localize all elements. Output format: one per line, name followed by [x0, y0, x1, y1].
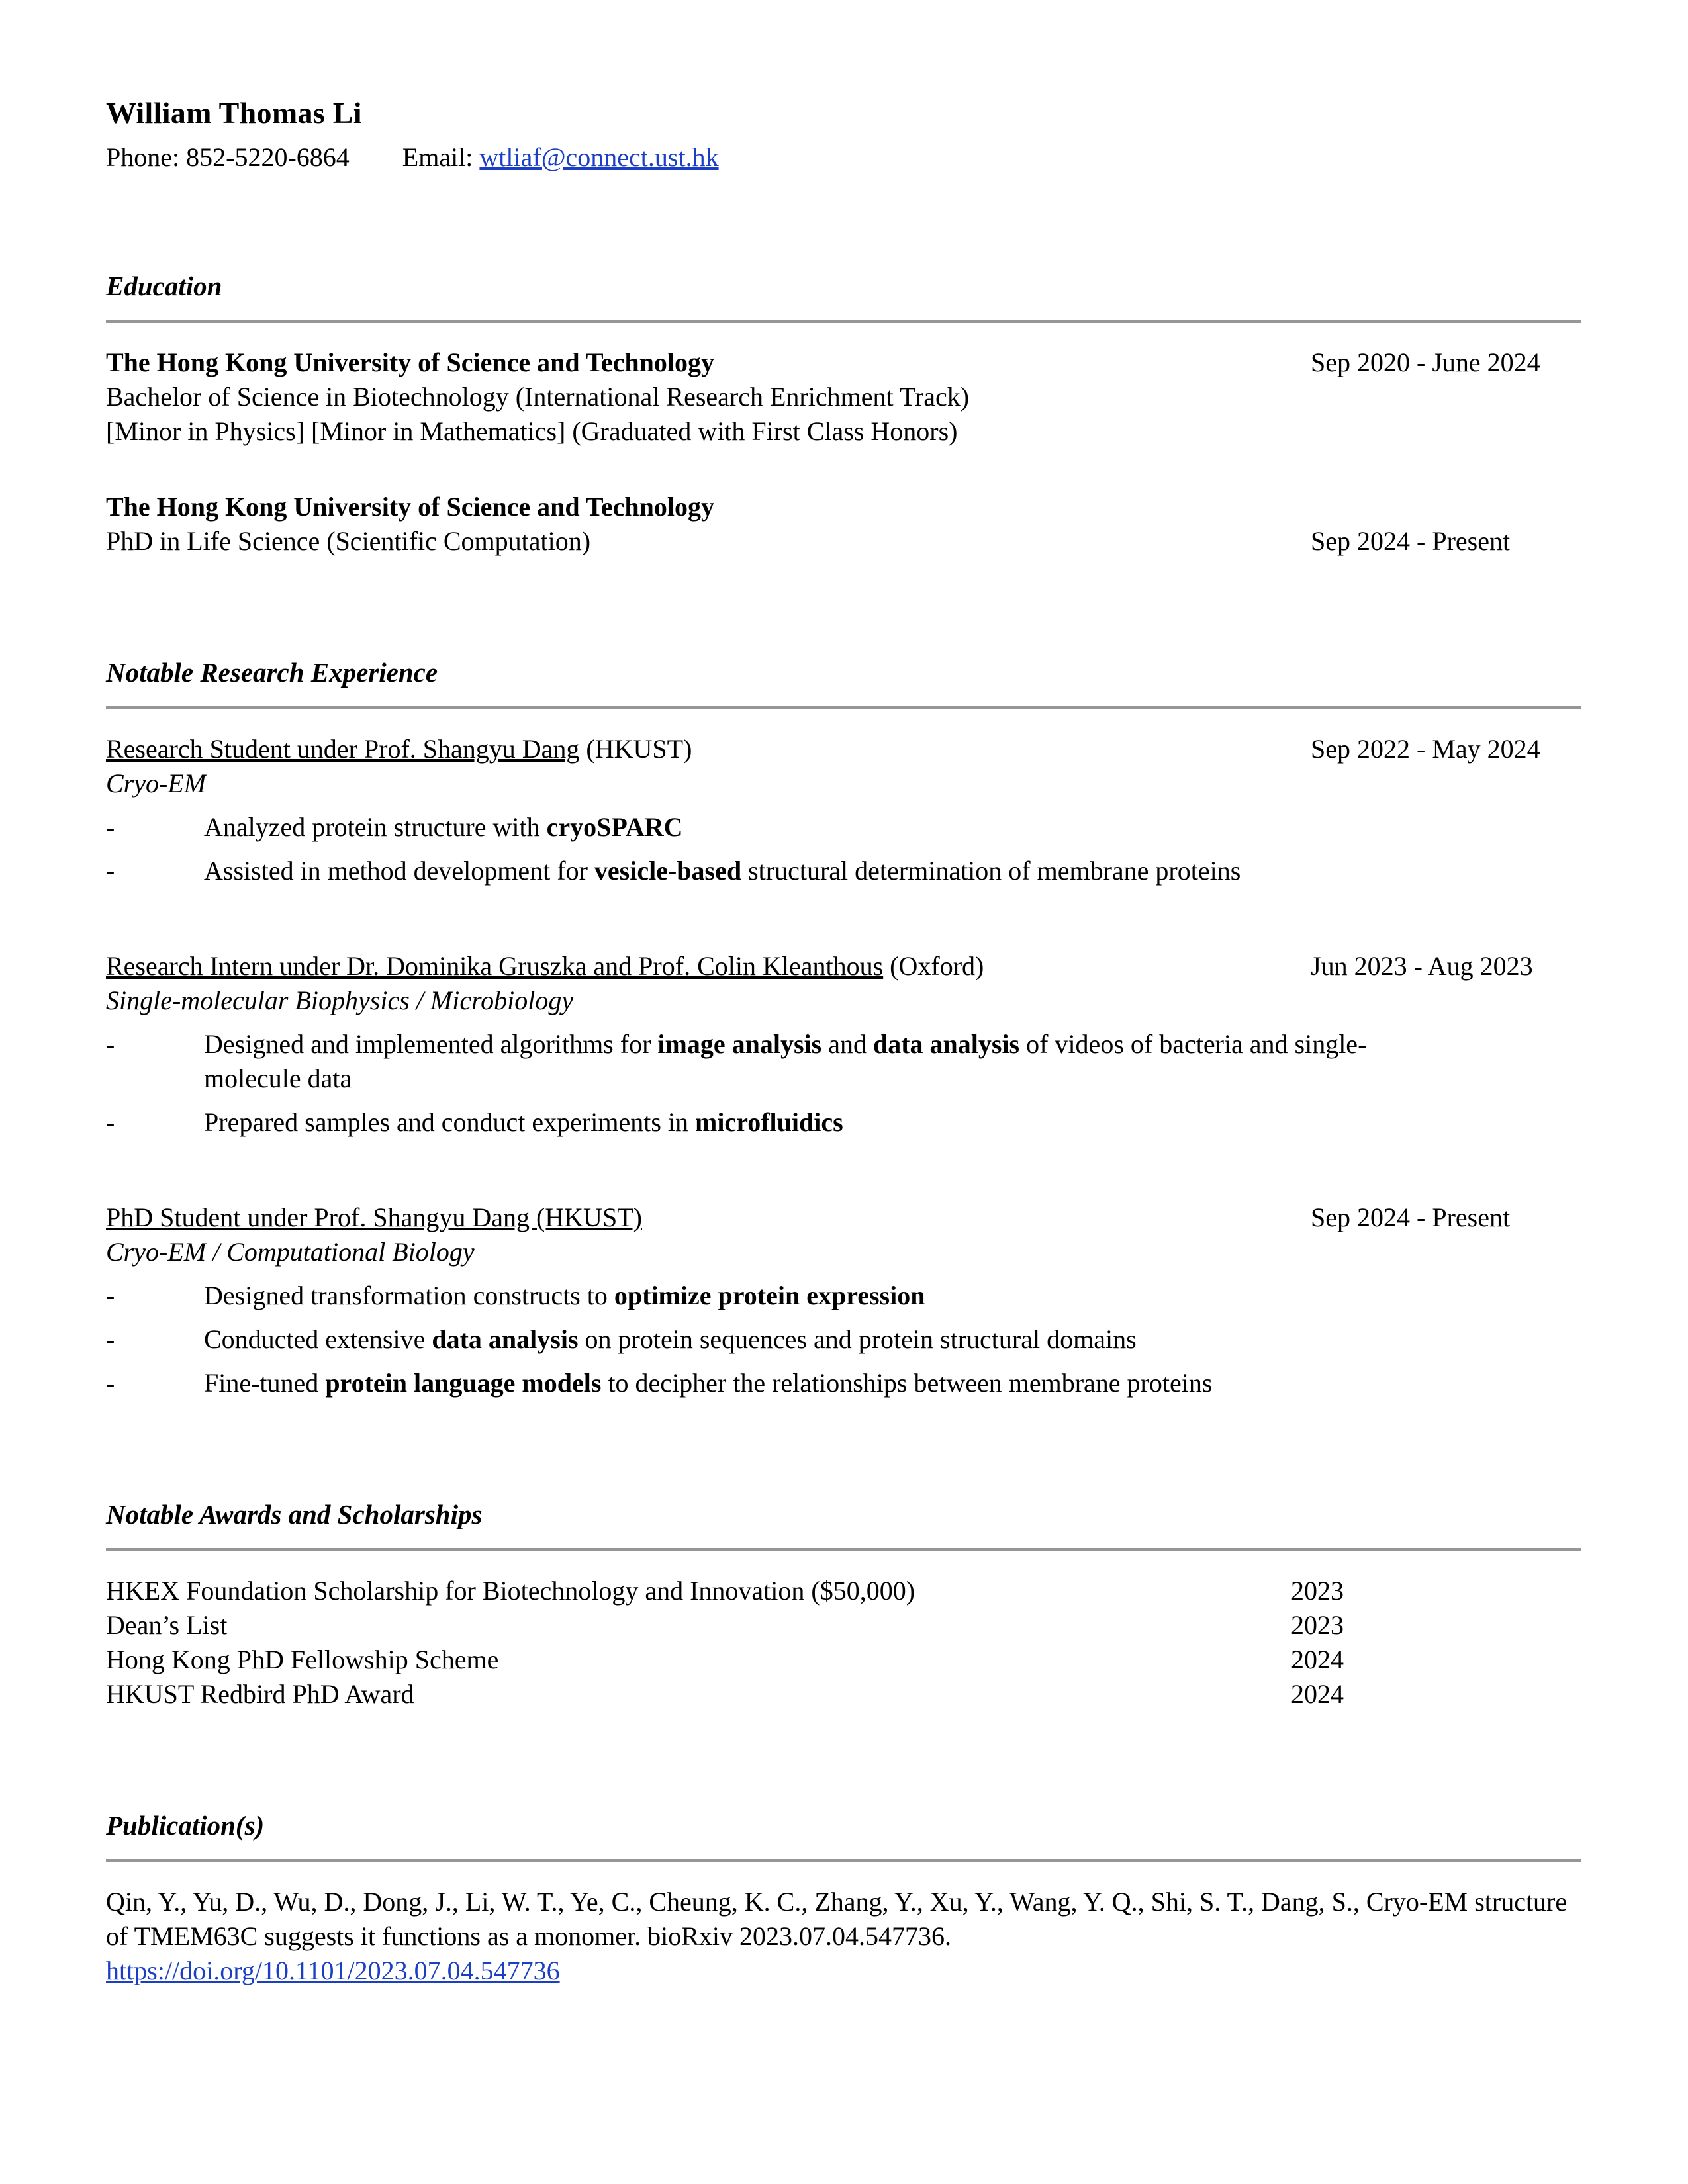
bullet-text-1: data analysis — [432, 1324, 579, 1355]
bullet-dash: - — [106, 1029, 115, 1060]
bullet-text-1: cryoSPARC — [546, 812, 683, 842]
award-row — [106, 1677, 1582, 1711]
spacer — [106, 449, 1582, 490]
bullet-text-0: Assisted in method development for — [204, 856, 594, 886]
research-dates: Sep 2024 - Present — [1311, 1203, 1511, 1233]
education-degree: PhD in Life Science (Scientific Computation) — [106, 526, 591, 557]
bullet-text-0: Prepared samples and conduct experiments in — [204, 1107, 695, 1138]
publication-doi-row — [106, 1954, 1582, 1988]
spacer — [106, 559, 1582, 658]
list-item — [106, 1366, 1582, 1400]
section-heading-education: Education — [106, 271, 222, 301]
bullet-text-0: Analyzed protein structure with — [204, 812, 547, 842]
bullet-dash: - — [106, 812, 115, 842]
spacer — [106, 172, 1582, 271]
research-dates: Jun 2023 - Aug 2023 — [1311, 951, 1533, 981]
research-field: Cryo-EM — [106, 768, 207, 799]
research-affiliation: (HKUST) — [579, 734, 692, 764]
bullet-dash: - — [106, 1368, 115, 1398]
bullet-text-0: Conducted extensive — [204, 1324, 432, 1355]
award-name: HKEX Foundation Scholarship for Biotechnology and Innovation ($50,000) — [106, 1576, 915, 1606]
contact-spacer — [350, 142, 402, 172]
bullet-text-1: image analysis — [657, 1029, 822, 1060]
award-name: Hong Kong PhD Fellowship Scheme — [106, 1645, 499, 1675]
list-item — [106, 1027, 1448, 1096]
publication-citation: Qin, Y., Yu, D., Wu, D., Dong, J., Li, W. T., Ye, C., Cheung, K. C., Zhang, Y., Xu, Y., Wang, Y. Q., Shi, S. T., Dang, S., Cryo-EM structure of TMEM63C suggests it functions as a monomer. bioRxiv 2023.07.04.547736. — [106, 1887, 1568, 1952]
award-name: HKUST Redbird PhD Award — [106, 1679, 414, 1709]
bullet-text-2: and — [821, 1029, 873, 1060]
spacer — [106, 1551, 1582, 1574]
bullet-text-1: microfluidics — [695, 1107, 843, 1138]
award-year: 2024 — [1291, 1645, 1344, 1675]
research-field: Single-molecular Biophysics / Microbiology — [106, 985, 574, 1016]
bullet-text-2: structural determination of membrane proteins — [741, 856, 1241, 886]
research-dates: Sep 2022 - May 2024 — [1311, 734, 1540, 764]
spacer — [106, 323, 1582, 345]
award-row — [106, 1608, 1582, 1643]
research-role: PhD Student under Prof. Shangyu Dang (HKUST) — [106, 1203, 642, 1233]
section-heading-research: Notable Research Experience — [106, 657, 438, 688]
research-entry-header — [106, 1201, 1582, 1235]
bullet-text-0: Designed transformation constructs to — [204, 1281, 614, 1311]
education-institution: The Hong Kong University of Science and Technology — [106, 347, 714, 378]
bullet-text-3: data analysis — [872, 1029, 1020, 1060]
list-item — [106, 1105, 1582, 1140]
section-heading-publications: Publication(s) — [106, 1810, 265, 1841]
education-minor-line: [Minor in Physics] [Minor in Mathematics] (Graduated with First Class Honors) — [106, 416, 958, 447]
list-item — [106, 854, 1582, 888]
award-row — [106, 1643, 1582, 1677]
spacer — [106, 1400, 1582, 1500]
award-year: 2023 — [1291, 1610, 1344, 1641]
bullet-text-0: Designed and implemented algorithms for — [204, 1029, 658, 1060]
research-role: Research Intern under Dr. Dominika Gruszka and Prof. Colin Kleanthous — [106, 951, 884, 981]
spacer — [106, 888, 1582, 949]
list-item — [106, 1322, 1582, 1357]
award-year: 2024 — [1291, 1679, 1344, 1709]
award-name: Dean’s List — [106, 1610, 228, 1641]
email-link[interactable]: wtliaf@connect.ust.hk — [479, 142, 719, 172]
bullet-text-2: to decipher the relationships between membrane proteins — [601, 1368, 1213, 1398]
bullet-text-1: vesicle-based — [594, 856, 742, 886]
spacer — [106, 1711, 1582, 1811]
list-item — [106, 1279, 1582, 1313]
phone-value: 852-5220-6864 — [186, 142, 350, 172]
research-entry-header — [106, 949, 1582, 983]
bullet-dash: - — [106, 1324, 115, 1355]
section-heading-awards: Notable Awards and Scholarships — [106, 1499, 483, 1530]
research-role: Research Student under Prof. Shangyu Dang — [106, 734, 580, 764]
bullet-text-1: protein language models — [325, 1368, 602, 1398]
phone-label: Phone: — [106, 142, 187, 172]
page-title: William Thomas Li — [106, 96, 362, 130]
bullet-dash: - — [106, 856, 115, 886]
bullet-text-1: optimize protein expression — [614, 1281, 925, 1311]
education-entry — [106, 345, 1582, 380]
education-institution: The Hong Kong University of Science and Technology — [106, 492, 714, 522]
award-row — [106, 1574, 1582, 1608]
research-affiliation: (Oxford) — [883, 951, 984, 981]
bullet-dash: - — [106, 1281, 115, 1311]
education-degree-line — [106, 524, 1582, 559]
bullet-text-4: of videos of bacteria and single-molecule data — [204, 1029, 1367, 1094]
spacer — [106, 1140, 1582, 1201]
education-dates: Sep 2024 - Present — [1311, 526, 1511, 557]
doi-link[interactable]: https://doi.org/10.1101/2023.07.04.547736 — [106, 1956, 560, 1986]
bullet-dash: - — [106, 1107, 115, 1138]
spacer — [106, 1862, 1582, 1885]
contact-line — [106, 143, 1582, 172]
education-dates: Sep 2020 - June 2024 — [1311, 347, 1540, 378]
bullet-text-0: Fine-tuned — [204, 1368, 326, 1398]
education-entry — [106, 490, 1582, 524]
education-degree-line: Bachelor of Science in Biotechnology (International Research Enrichment Track) — [106, 382, 970, 412]
email-label: Email: — [402, 142, 480, 172]
award-year: 2023 — [1291, 1576, 1344, 1606]
bullet-text-2: on protein sequences and protein structural domains — [578, 1324, 1137, 1355]
research-field: Cryo-EM / Computational Biology — [106, 1237, 475, 1267]
research-entry-header — [106, 732, 1582, 766]
spacer — [106, 709, 1582, 732]
list-item — [106, 810, 1582, 844]
